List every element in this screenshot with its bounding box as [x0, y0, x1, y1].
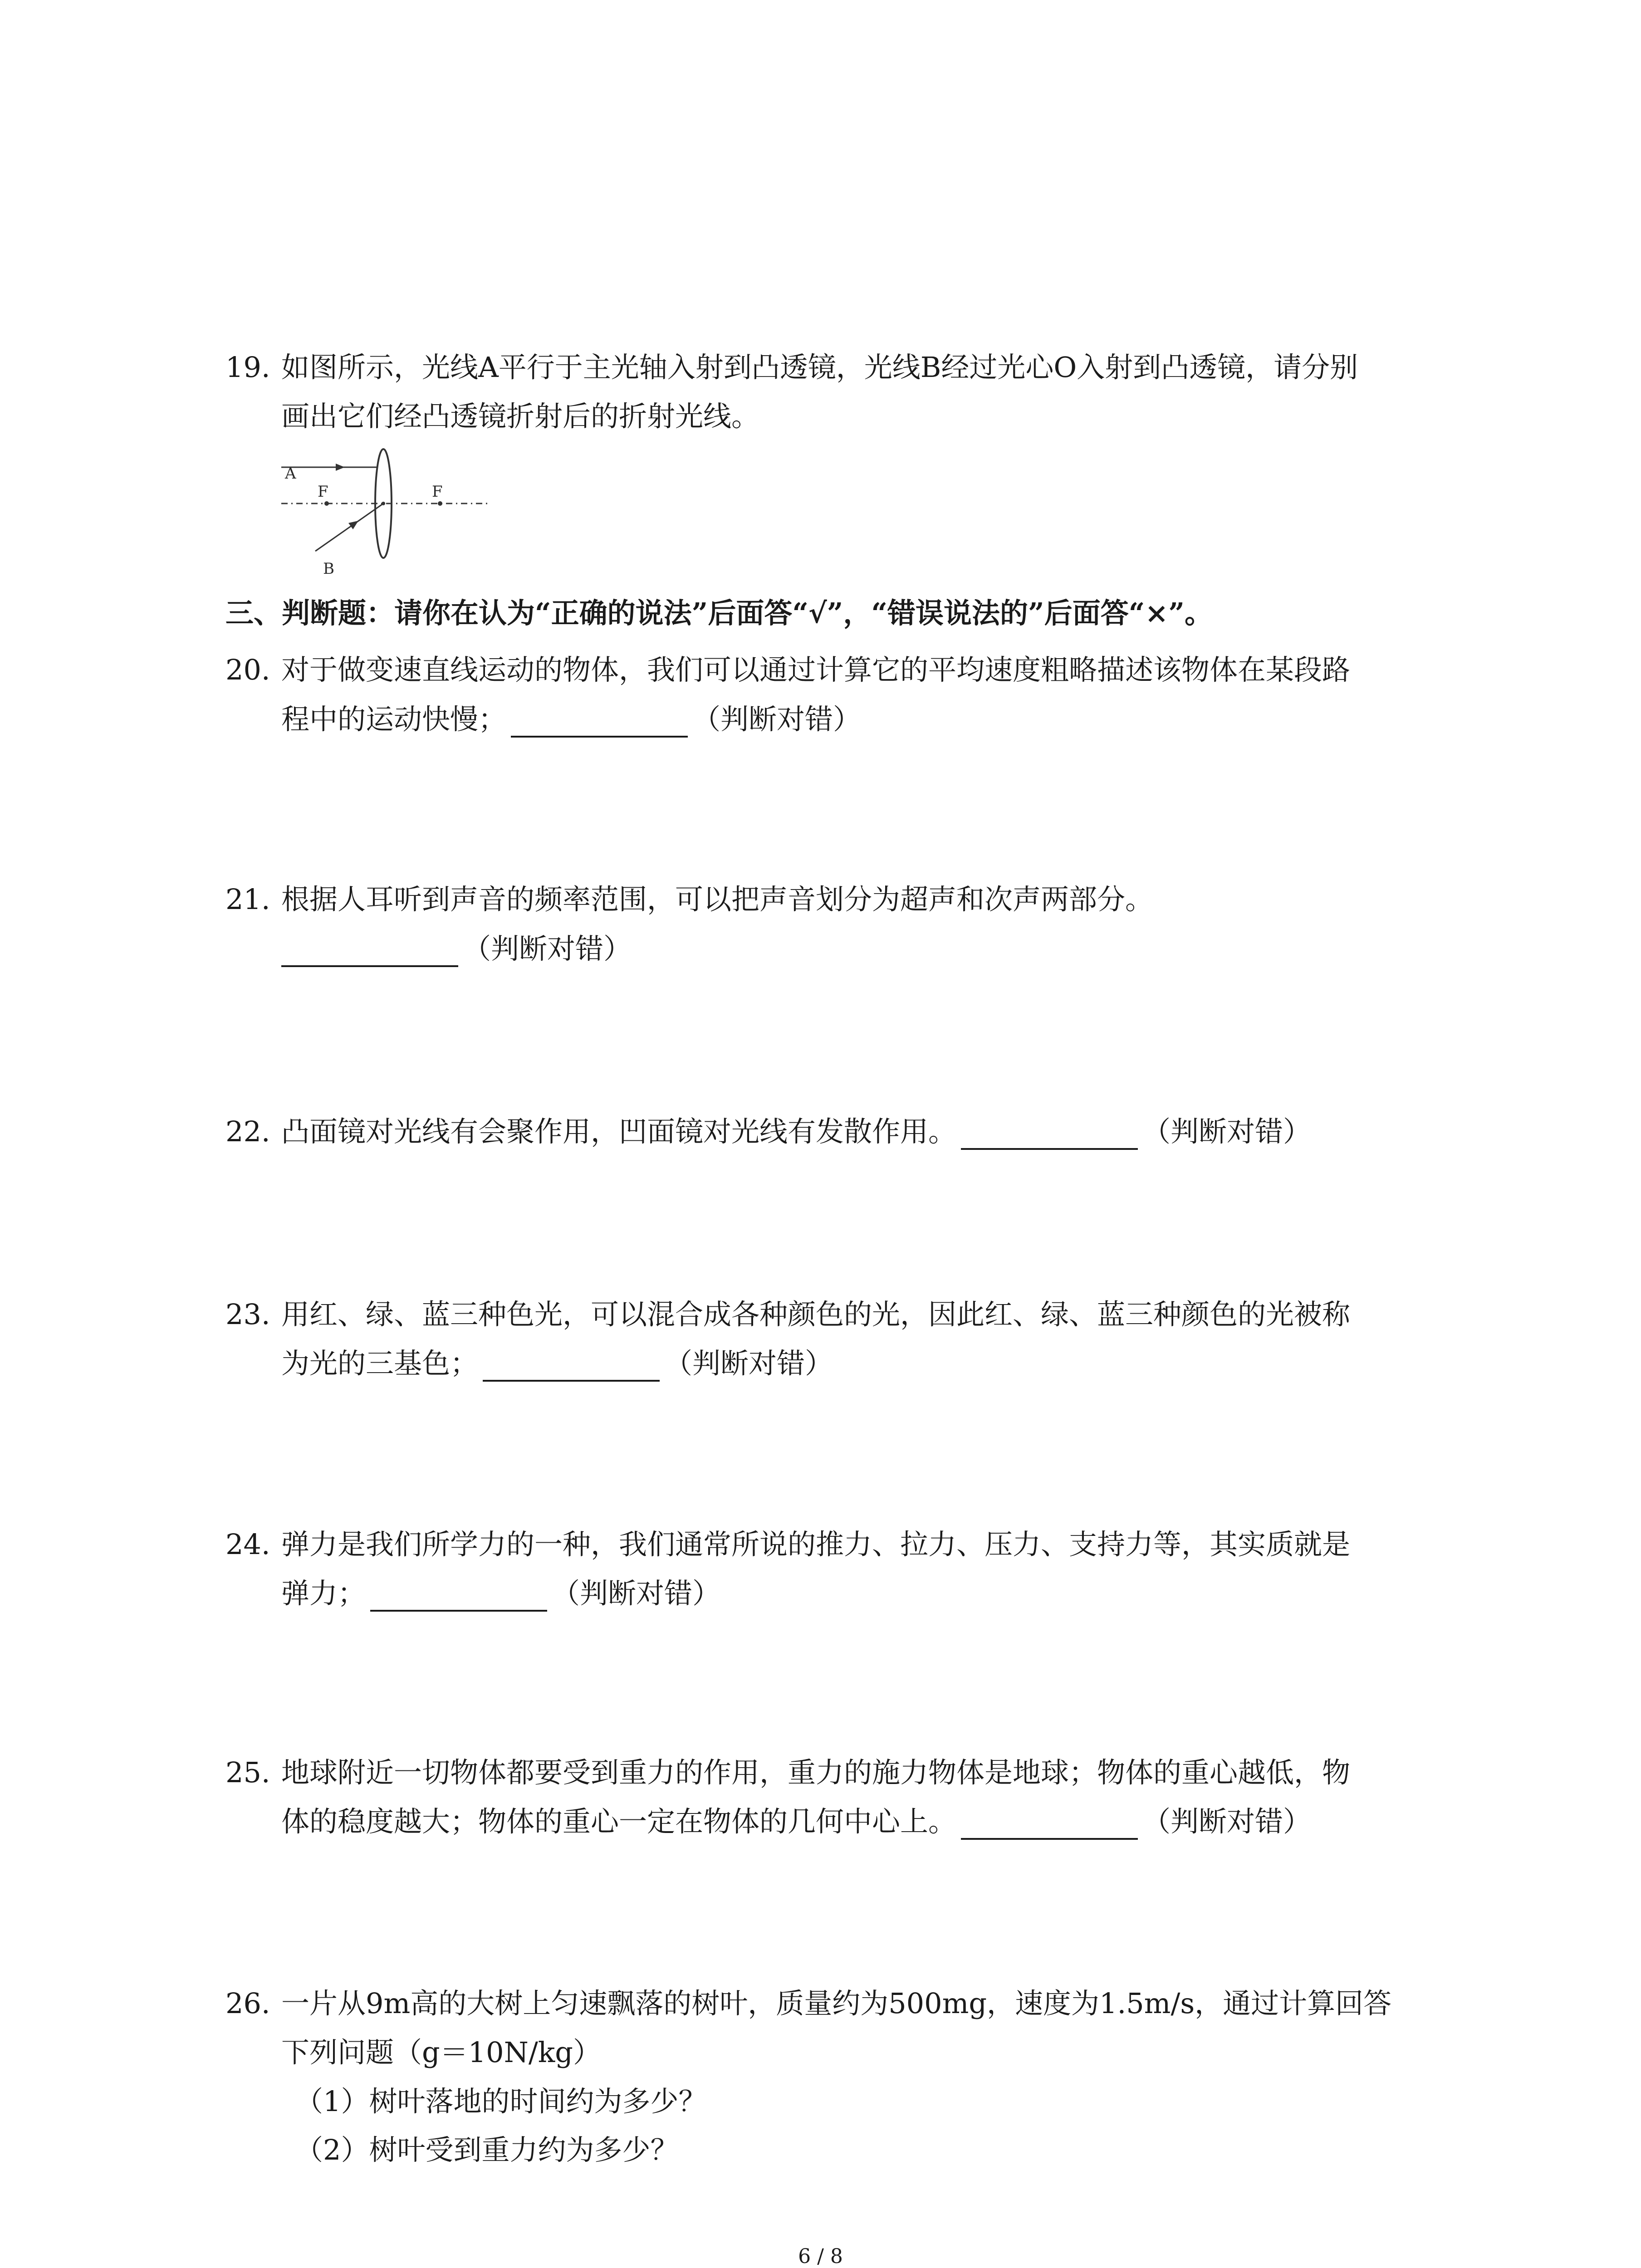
- q20-text-1: 对于做变速直线运动的物体，我们可以通过计算它的平均速度粗略描述该物体在某段路: [281, 653, 1351, 686]
- q21-answer-blank[interactable]: [281, 938, 458, 967]
- q25-answer-blank[interactable]: [961, 1811, 1138, 1840]
- ray-b-arrow-icon: [348, 521, 358, 529]
- label-f-right: F: [432, 483, 443, 501]
- q20-suffix: （判断对错）: [692, 703, 862, 736]
- q20-number: 20.: [225, 653, 270, 686]
- q20-answer-blank[interactable]: [511, 709, 688, 738]
- q24-text-1: 弹力是我们所学力的一种，我们通常所说的推力、拉力、压力、支持力等，其实质就是: [281, 1528, 1351, 1561]
- q26-sub2: （2）树叶受到重力约为多少？: [295, 2133, 679, 2166]
- q23-text-2: 为光的三基色；: [281, 1347, 479, 1380]
- q19-text-2: 画出它们经凸透镜折射后的折射光线。: [281, 400, 760, 433]
- q22-number: 22.: [225, 1115, 270, 1148]
- q22-text-1: 凸面镜对光线有会聚作用，凹面镜对光线有发散作用。: [281, 1115, 957, 1148]
- q21-number: 21.: [225, 883, 270, 916]
- q19-text-1: 如图所示，光线A平行于主光轴入射到凸透镜，光线B经过光心O入射到凸透镜，请分别: [281, 351, 1358, 384]
- q24-number: 24.: [225, 1528, 270, 1561]
- q23-answer-blank[interactable]: [483, 1353, 660, 1382]
- q25-text-1: 地球附近一切物体都要受到重力的作用，重力的施力物体是地球；物体的重心越低，物: [281, 1756, 1351, 1789]
- page-number: 6 / 8: [798, 2245, 843, 2268]
- q23-suffix: （判断对错）: [664, 1347, 833, 1380]
- section3-title: 三、判断题：请你在认为“正确的说法”后面答“√”，“错误说法的”后面答“×”。: [225, 596, 1213, 630]
- label-a: A: [285, 464, 296, 483]
- q19-number: 19.: [225, 351, 270, 384]
- label-b: B: [323, 560, 334, 578]
- q20-text-2: 程中的运动快慢；: [281, 703, 507, 736]
- q24-suffix: （判断对错）: [552, 1577, 721, 1610]
- q26-text-1: 一片从9m高的大树上匀速飘落的树叶，质量约为500mg，速度为1.5m/s，通过计算回答: [281, 1987, 1392, 2020]
- q25-number: 25.: [225, 1756, 270, 1789]
- q26-sub1: （1）树叶落地的时间约为多少？: [295, 2085, 707, 2118]
- q21-text-1: 根据人耳听到声音的频率范围，可以把声音划分为超声和次声两部分。: [281, 883, 1154, 916]
- q25-text-2: 体的稳度越大；物体的重心一定在物体的几何中心上。: [281, 1805, 957, 1838]
- q23-text-1: 用红、绿、蓝三种色光，可以混合成各种颜色的光，因此红、绿、蓝三种颜色的光被称: [281, 1298, 1351, 1331]
- q24-text-2: 弹力；: [281, 1577, 366, 1610]
- ray-a-arrow-icon: [336, 464, 345, 471]
- q21-suffix: （判断对错）: [463, 932, 632, 965]
- ray-b: [315, 503, 383, 551]
- focal-point-left: [324, 501, 329, 506]
- q24-answer-blank[interactable]: [370, 1583, 547, 1612]
- focal-point-right: [438, 501, 442, 506]
- convex-lens-diagram: [272, 447, 499, 578]
- q26-text-2: 下列问题（g＝10N/kg）: [281, 2036, 601, 2069]
- q22-suffix: （判断对错）: [1142, 1115, 1312, 1148]
- q25-suffix: （判断对错）: [1142, 1805, 1312, 1838]
- optical-center: [382, 502, 385, 505]
- label-f-left: F: [318, 483, 328, 501]
- q23-number: 23.: [225, 1298, 270, 1331]
- q26-number: 26.: [225, 1987, 270, 2020]
- q22-answer-blank[interactable]: [961, 1121, 1138, 1150]
